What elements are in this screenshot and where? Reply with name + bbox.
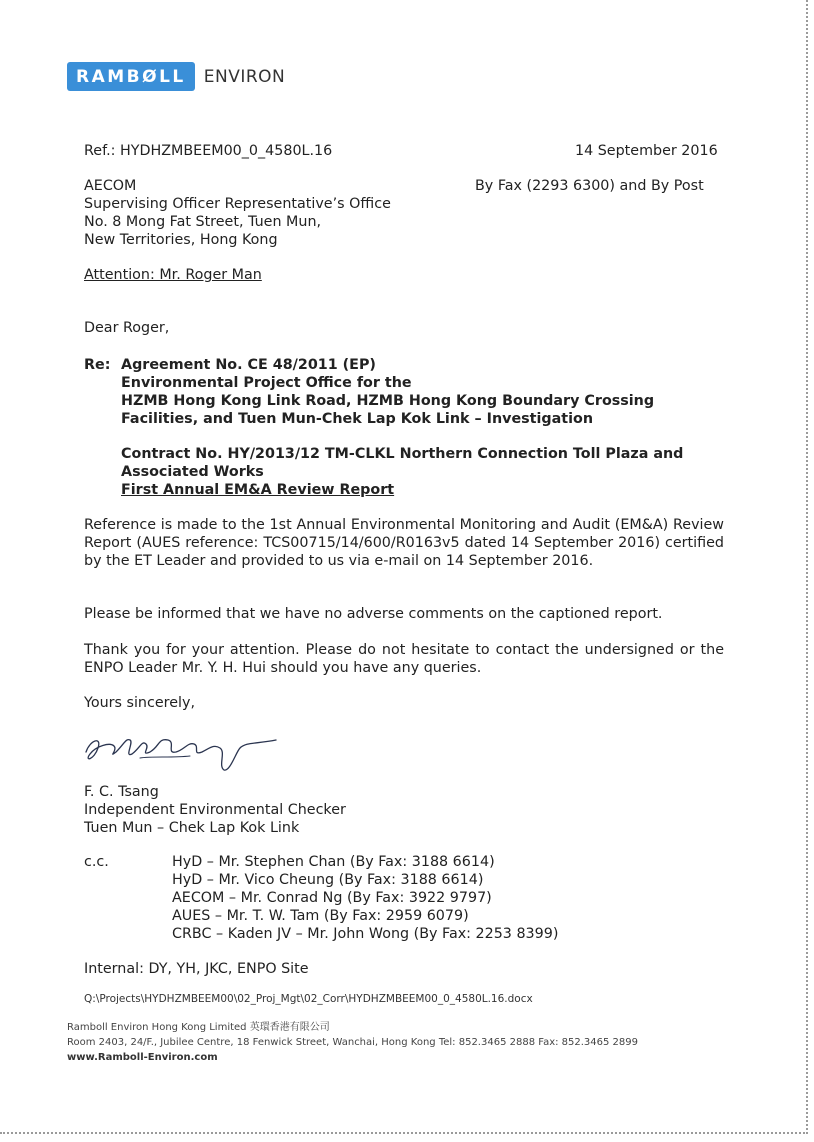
contract-line: Associated Works [121,464,264,480]
cc-item: AUES – Mr. T. W. Tam (By Fax: 2959 6079) [172,908,469,924]
internal-distribution: Internal: DY, YH, JKC, ENPO Site [84,961,309,977]
subject-block [121,356,654,428]
signer-block [84,783,346,837]
footer-address: Room 2403, 24/F., Jubilee Centre, 18 Fenwick Street, Wanchai, Hong Kong Tel: 852.3465 2888 Fax: 852.3465 2899 [67,1037,639,1048]
signer-name: F. C. Tsang [84,784,159,800]
delivery-method: By Fax (2293 6300) and By Post [475,178,704,194]
reference-number: Ref.: HYDHZMBEEM00_0_4580L.16 [84,143,333,159]
recipient-line: New Territories, Hong Kong [84,232,278,248]
cc-item: CRBC – Kaden JV – Mr. John Wong (By Fax: 2253 8399) [172,926,559,942]
file-path: Q:\Projects\HYDHZMBEEM00\02_Proj_Mgt\02_Corr\HYDHZMBEEM00_0_4580L.16.docx [84,993,533,1005]
subject-line: Agreement No. CE 48/2011 (EP) [121,357,376,373]
recipient-address [84,177,391,249]
subject-line: HZMB Hong Kong Link Road, HZMB Hong Kong Boundary Crossing [121,393,655,409]
contract-line: Contract No. HY/2013/12 TM-CLKL Northern Connection Toll Plaza and [121,446,684,462]
subject-line: Facilities, and Tuen Mun-Chek Lap Kok Link – Investigation [121,411,593,427]
cc-item: AECOM – Mr. Conrad Ng (By Fax: 3922 9797) [172,890,492,906]
recipient-line: AECOM [84,178,137,194]
letter-date: 14 September 2016 [575,143,718,159]
body-paragraph-2: Please be informed that we have no adverse comments on the captioned report. [84,606,663,622]
cc-list [172,853,558,943]
signer-title: Independent Environmental Checker [84,802,346,818]
subject-label: Re: [84,357,111,373]
logo-brand: RAMBØLL [67,62,195,91]
salutation: Dear Roger, [84,320,170,336]
signer-project: Tuen Mun – Chek Lap Kok Link [84,820,300,836]
footer-website: www.Ramboll-Environ.com [67,1052,218,1063]
report-title: First Annual EM&A Review Report [121,482,395,498]
cc-label: c.c. [84,854,109,870]
contract-block [121,445,683,499]
footer-company: Ramboll Environ Hong Kong Limited 英環香港有限公司 [67,1022,330,1033]
cc-item: HyD – Mr. Vico Cheung (By Fax: 3188 6614) [172,872,484,888]
logo-suffix: ENVIRON [203,66,286,87]
company-logo [67,62,285,91]
attention-line: Attention: Mr. Roger Man [84,267,262,283]
handwritten-signature [80,722,290,782]
subject-line: Environmental Project Office for the [121,375,412,391]
closing: Yours sincerely, [84,695,195,711]
body-paragraph-3: Thank you for your attention. Please do not hesitate to contact the undersigned or the ENPO Leader Mr. Y. H. Hui should you have any queries. [84,642,724,676]
cc-item: HyD – Mr. Stephen Chan (By Fax: 3188 6614) [172,854,495,870]
recipient-line: No. 8 Mong Fat Street, Tuen Mun, [84,214,322,230]
body-paragraph-1: Reference is made to the 1st Annual Environmental Monitoring and Audit (EM&A) Review Report (AUES reference: TCS00715/14/600/R0163v5 dated 14 September 2016) certified by the ET Leader and provided to us via e-mail on 14 September 2016. [84,517,724,569]
recipient-line: Supervising Officer Representative’s Office [84,196,391,212]
